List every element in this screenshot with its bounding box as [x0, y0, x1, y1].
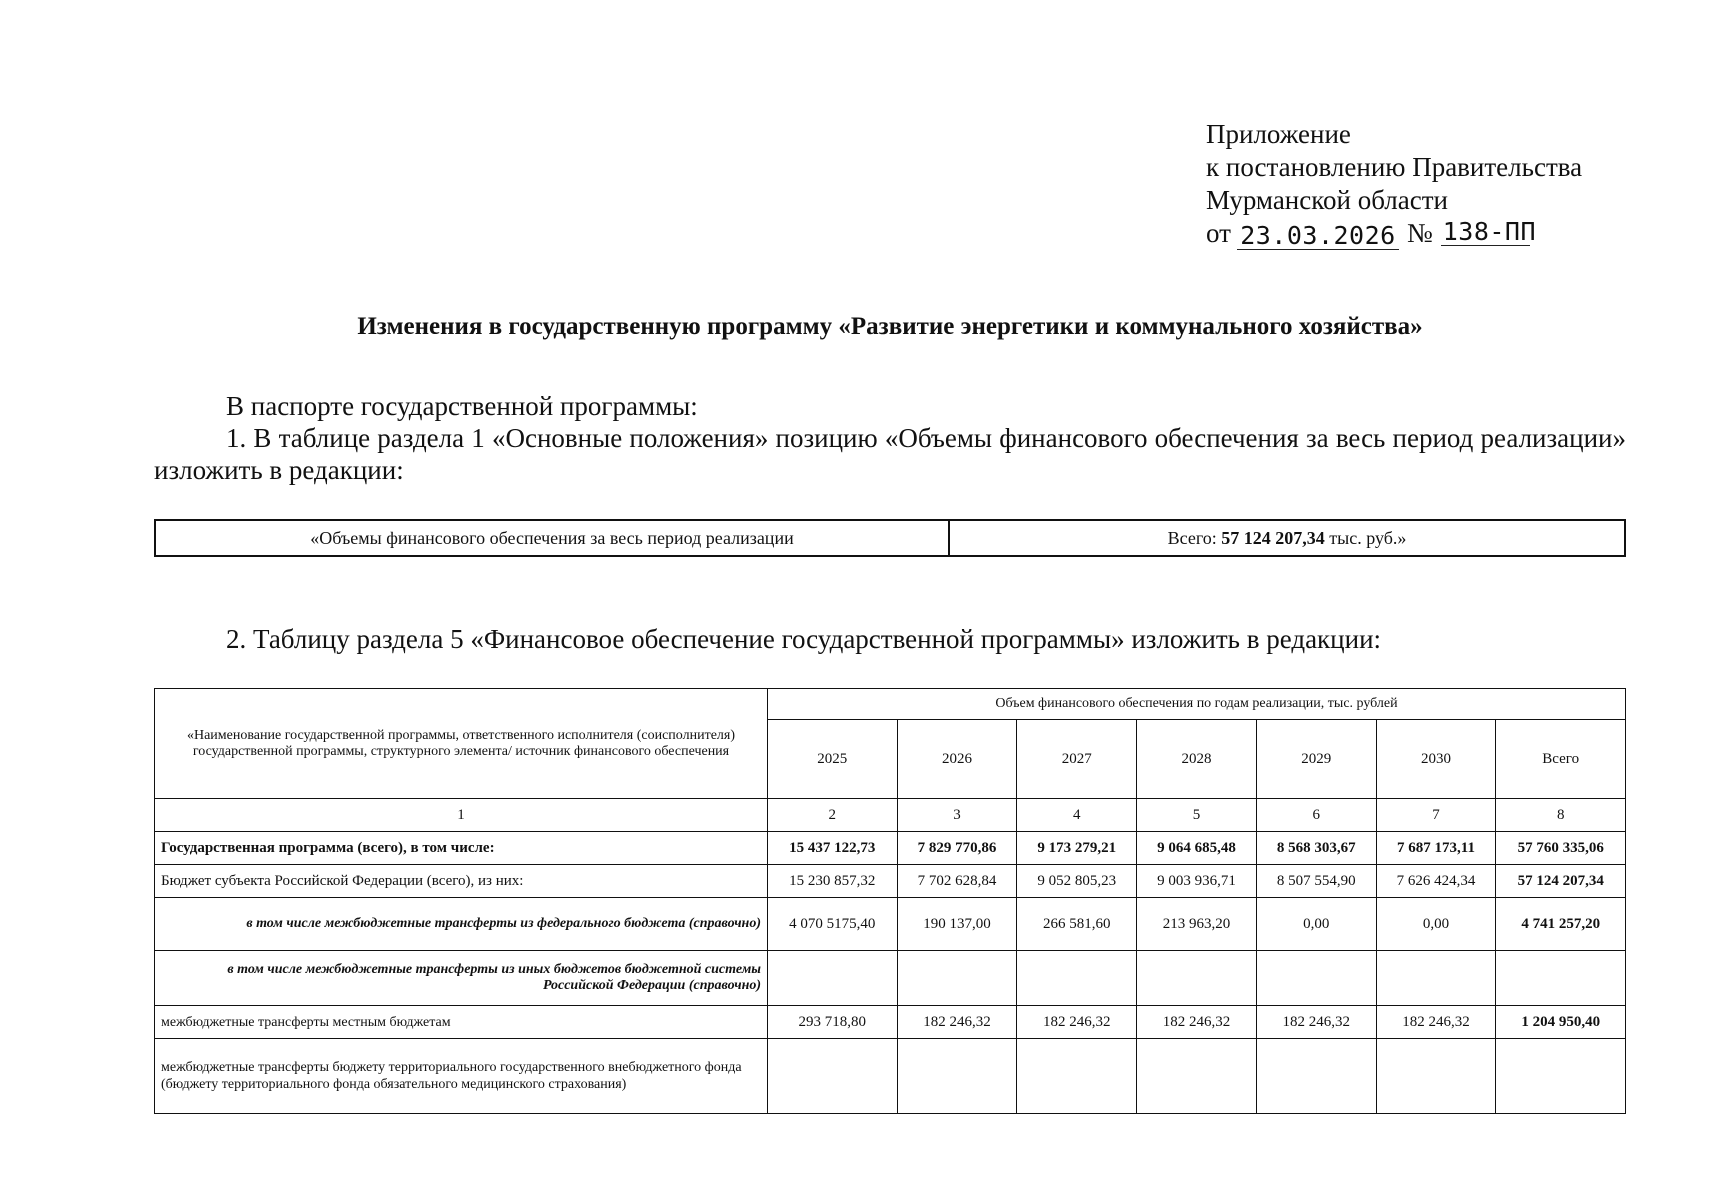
header-year: 2030 — [1376, 720, 1496, 799]
cell-total: 1 204 950,40 — [1496, 1006, 1626, 1039]
cell-value — [1376, 951, 1496, 1006]
table-row — [155, 865, 1626, 898]
cell-value: 15 437 122,73 — [768, 832, 898, 865]
column-number: 5 — [1137, 799, 1257, 832]
column-number: 8 — [1496, 799, 1626, 832]
appendix-title: Приложение — [1206, 119, 1351, 149]
cell-value — [1137, 951, 1257, 1006]
funding-volume-row — [155, 520, 1625, 556]
cell-total — [1496, 1039, 1626, 1114]
table-row — [155, 898, 1626, 951]
row-name: Бюджет субъекта Российской Федерации (всего), из них: — [155, 865, 768, 898]
paragraph-item-1: 1. В таблице раздела 1 «Основные положения» позицию «Объемы финансового обеспечения за весь период реализации» изложить в редакции: — [154, 423, 1626, 485]
resolution-date: 23.03.2026 — [1237, 223, 1399, 250]
resolution-number: 138-ПП — [1442, 217, 1537, 246]
cell-total: 57 760 335,06 — [1496, 832, 1626, 865]
appendix-resolution-line: к постановлению Правительства — [1206, 152, 1583, 182]
funding-volume-label: «Объемы финансового обеспечения за весь период реализации — [155, 520, 949, 556]
from-label: от — [1206, 218, 1231, 248]
cell-value: 0,00 — [1376, 898, 1496, 951]
cell-value — [1017, 1039, 1137, 1114]
appendix-date-number-line — [1206, 217, 1582, 250]
row-name: в том числе межбюджетные трансферты из иных бюджетов бюджетной системы Российской Федерации (справочно) — [155, 951, 768, 1006]
cell-value: 7 626 424,34 — [1376, 865, 1496, 898]
cell-value: 7 829 770,86 — [897, 832, 1017, 865]
cell-value: 4 070 5175,40 — [768, 898, 898, 951]
cell-value: 15 230 857,32 — [768, 865, 898, 898]
cell-total: 4 741 257,20 — [1496, 898, 1626, 951]
cell-value: 182 246,32 — [1376, 1006, 1496, 1039]
column-number-row — [155, 799, 1626, 832]
header-year: 2029 — [1256, 720, 1376, 799]
funding-volume-value — [949, 520, 1625, 556]
cell-total: 57 124 207,34 — [1496, 865, 1626, 898]
header-total: Всего — [1496, 720, 1626, 799]
row-name: Государственная программа (всего), в том числе: — [155, 832, 768, 865]
row-name: межбюджетные трансферты бюджету территориального государственного внебюджетного фонда (бюджету территориального фонда обязательного медицинского страхования) — [155, 1039, 768, 1114]
cell-value: 182 246,32 — [1017, 1006, 1137, 1039]
header-year: 2028 — [1137, 720, 1257, 799]
header-year: 2025 — [768, 720, 898, 799]
cell-value: 9 003 936,71 — [1137, 865, 1257, 898]
header-year: 2027 — [1017, 720, 1137, 799]
appendix-header — [1206, 118, 1582, 250]
cell-value: 182 246,32 — [1256, 1006, 1376, 1039]
column-number: 2 — [768, 799, 898, 832]
cell-value: 293 718,80 — [768, 1006, 898, 1039]
column-number: 6 — [1256, 799, 1376, 832]
row-name: в том числе межбюджетные трансферты из федерального бюджета (справочно) — [155, 898, 768, 951]
row-name: межбюджетные трансферты местным бюджетам — [155, 1006, 768, 1039]
cell-value — [1256, 951, 1376, 1006]
cell-value: 7 687 173,11 — [1376, 832, 1496, 865]
cell-total — [1496, 951, 1626, 1006]
cell-value — [768, 951, 898, 1006]
column-number: 7 — [1376, 799, 1496, 832]
table-row — [155, 832, 1626, 865]
column-number: 3 — [897, 799, 1017, 832]
cell-value — [897, 1039, 1017, 1114]
header-name: «Наименование государственной программы, ответственного исполнителя (соисполнителя) государственной программы, структурного элемента/ источник финансового обеспечения — [155, 689, 768, 799]
table-row — [155, 1039, 1626, 1114]
cell-value: 182 246,32 — [1137, 1006, 1257, 1039]
number-label: № — [1406, 218, 1433, 248]
header-group: Объем финансового обеспечения по годам реализации, тыс. рублей — [768, 689, 1626, 720]
cell-value — [1017, 951, 1137, 1006]
cell-value: 7 702 628,84 — [897, 865, 1017, 898]
header-year: 2026 — [897, 720, 1017, 799]
cell-value — [1256, 1039, 1376, 1114]
funding-volume-table — [154, 519, 1626, 557]
cell-value — [897, 951, 1017, 1006]
cell-value: 190 137,00 — [897, 898, 1017, 951]
cell-value: 9 173 279,21 — [1017, 832, 1137, 865]
column-number: 4 — [1017, 799, 1137, 832]
table-row — [155, 1006, 1626, 1039]
cell-value: 8 507 554,90 — [1256, 865, 1376, 898]
column-number: 1 — [155, 799, 768, 832]
cell-value: 0,00 — [1256, 898, 1376, 951]
value-suffix: тыс. руб.» — [1324, 527, 1407, 548]
document-title: Изменения в государственную программу «Развитие энергетики и коммунального хозяйства» — [357, 313, 1423, 340]
header-row-group — [155, 689, 1626, 720]
appendix-region-line: Мурманской области — [1206, 185, 1448, 215]
cell-value: 9 052 805,23 — [1017, 865, 1137, 898]
cell-value: 182 246,32 — [897, 1006, 1017, 1039]
paragraph-passport: В паспорте государственной программы: — [226, 391, 698, 421]
value-prefix: Всего: — [1167, 527, 1222, 548]
cell-value: 9 064 685,48 — [1137, 832, 1257, 865]
cell-value: 8 568 303,67 — [1256, 832, 1376, 865]
cell-value — [1376, 1039, 1496, 1114]
paragraph-item-2: 2. Таблицу раздела 5 «Финансовое обеспечение государственной программы» изложить в редакции: — [226, 624, 1382, 654]
cell-value — [1137, 1039, 1257, 1114]
value-amount: 57 124 207,34 — [1221, 527, 1325, 548]
cell-value — [768, 1039, 898, 1114]
cell-value: 266 581,60 — [1017, 898, 1137, 951]
financing-table — [154, 688, 1626, 1114]
table-row — [155, 951, 1626, 1006]
cell-value: 213 963,20 — [1137, 898, 1257, 951]
